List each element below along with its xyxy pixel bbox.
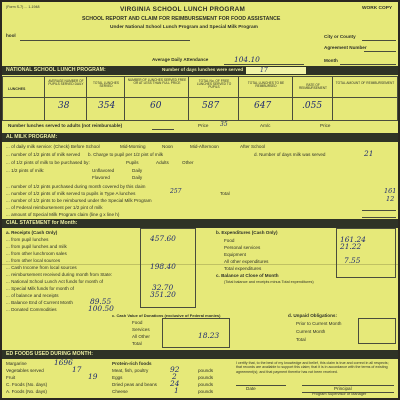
- milk-option-midmorning: Mid-Morning: [120, 144, 146, 149]
- receipt-line-10: ... Balance End of Current Month: [6, 300, 73, 305]
- milk-days-label: d. Number of days milk was served: [254, 152, 326, 157]
- unpaid-label: d. Unpaid Obligations:: [288, 313, 337, 318]
- receipt-line-11: ... Donated Commodities: [6, 307, 57, 312]
- unpaid-box: [358, 318, 396, 344]
- milk-purchase-pupils: Pupils: [126, 160, 139, 165]
- milk-type-daily-2: Daily: [132, 175, 143, 180]
- section-milk-title: AL MILK PROGRAM:: [6, 134, 58, 140]
- food-a: A. Foods (No. days): [6, 389, 47, 394]
- milk-line-a: ... of daily milk service: (Check) Before School: [6, 144, 100, 149]
- free-value: 587: [202, 101, 220, 111]
- work-copy-label: WORK COPY: [362, 6, 393, 11]
- days-served-label: Number of days lunches were served: [162, 67, 244, 72]
- avg-pupils-value: 38: [58, 101, 70, 111]
- col-divider: [292, 76, 293, 121]
- col-header-avg-pupils: AVERAGE NUMBER OF PUPILS SERVED DAILY: [48, 79, 84, 87]
- form-title: VIRGINIA SCHOOL LUNCH PROGRAM: [120, 6, 246, 13]
- food-c: C. Foods (No. days): [6, 382, 48, 387]
- milk-line-i: ... amount of Special Milk Program claim (line g x line h): [6, 212, 120, 217]
- food-value-1: 1696: [54, 358, 73, 367]
- milk-purchase-other: Other: [182, 160, 194, 165]
- milk-line-c: ... of 1/2 pints of milk to be purchased by:: [6, 160, 90, 165]
- receipt-value-3: 32.70: [152, 283, 174, 292]
- milk-option-afterschool: After School: [240, 144, 266, 149]
- expenditure-personal-value: 21.22: [340, 242, 362, 251]
- expenditure-total: Total expenditures: [224, 266, 262, 271]
- protein-unit-4: pounds: [198, 389, 214, 394]
- receipt-line-1: ... from pupil lunches: [6, 237, 49, 242]
- receipt-line-9: ... of balance and receipts: [6, 293, 59, 298]
- milk-type-flavored: Flavored: [92, 175, 110, 180]
- milk-line-f: ... number of 1/2 pints of milk served to pupils in Type A lunches: [6, 191, 136, 196]
- milk-line-e: ... number of 1/2 pints purchased during month covered by this claim: [6, 184, 146, 189]
- milk-right-value-1: 161: [384, 187, 397, 195]
- unpaid-prior: Prior to Current Month: [296, 321, 342, 326]
- protein-unit-3: pounds: [198, 382, 214, 387]
- section-financial-title: CIAL STATEMENT for Month:: [6, 220, 78, 226]
- receipt-line-7: ... National School Lunch Act funds for month of: [6, 279, 104, 284]
- milk-right-line: [362, 217, 396, 218]
- total-lunches-value: 354: [98, 101, 116, 111]
- donation-food: Food: [132, 320, 143, 325]
- city-county-label: City or County: [324, 34, 356, 39]
- col-divider: [238, 76, 239, 121]
- expenditure-food: Food: [224, 238, 235, 243]
- lunch-table-divider: [2, 97, 398, 98]
- receipt-value-2: 198.40: [150, 262, 176, 271]
- donated-commodities-value: 100.50: [88, 304, 114, 313]
- donation-total: Total: [132, 341, 142, 346]
- receipts-label: a. Receipts (Cash Only): [6, 230, 58, 235]
- protein-meat-value: 92: [170, 365, 180, 374]
- rate-value: .055: [302, 101, 323, 111]
- form-subtitle: SCHOOL REPORT AND CLAIM FOR REIMBURSEMENT FOR FOOD ASSISTANCE: [82, 16, 281, 22]
- col-divider: [44, 76, 45, 121]
- donation-box: [162, 318, 230, 348]
- certification-text: I certify that, to the best of my knowledge and belief, this claim is true and correct in all respects; that records are available to support this claim; that it is in accordance with the terms of existing agreement(s); and that payment therefor has not been received.: [236, 361, 389, 374]
- days-served-field: [246, 67, 306, 74]
- milk-line-g: ... number of 1/2 pints to be reimbursed under the Special Milk Program: [6, 198, 152, 203]
- milk-purchase-adults: Adults: [156, 160, 169, 165]
- protein-unit-2: pounds: [198, 375, 214, 380]
- section-lunch-program-title: NATIONAL SCHOOL LUNCH PROGRAM:: [6, 67, 106, 73]
- milk-type-unflavored: Unflavored: [92, 168, 115, 173]
- program-line: Under National School Lunch Program and Special Milk Program: [110, 25, 258, 30]
- principal-label: Principal: [334, 386, 352, 391]
- receipt-value-4: 351.20: [150, 290, 176, 299]
- expenditure-other: All other expenditures: [224, 259, 269, 264]
- adults-per-label: Am/c: [260, 123, 271, 128]
- date-line: [236, 385, 286, 386]
- date-label: Date: [246, 386, 256, 391]
- col-header-total-lunches: TOTAL LUNCHES SERVED: [93, 81, 119, 89]
- donation-other: All Other: [132, 334, 150, 339]
- school-label: hool: [6, 33, 16, 38]
- expenditure-equipment: Equipment: [224, 252, 246, 257]
- reimbursed-value: 647: [254, 101, 272, 111]
- adults-price-value: 35: [220, 121, 228, 128]
- col-header-free: TOTAL No. OF FREE LUNCHES SERVED TO PUPILS: [196, 79, 232, 90]
- expenditure-food-value: 161.24: [340, 235, 366, 244]
- form-number: (Form S-7) ... 1-1948: [6, 5, 40, 9]
- protein-peas: Dried peas and beans: [112, 382, 157, 387]
- receipt-line-2: ... from pupil lunches and milk: [6, 244, 67, 249]
- days-served-value: 17: [260, 67, 268, 74]
- section-foods-title: ED FOODS USED DURING MONTH:: [6, 351, 94, 357]
- expenditures-label: b. Expenditures (Cash Only): [216, 230, 278, 235]
- balance-close-note: (Total balance and receipts minus Total expenditures): [224, 280, 314, 284]
- col-header-reimbursed: TOTAL LUNCHES TO BE REIMBURSED: [247, 81, 285, 89]
- donation-services: Services: [132, 327, 150, 332]
- receipt-line-8: ... Special Milk funds for month of: [6, 286, 74, 291]
- milk-type-daily-1: Daily: [132, 168, 143, 173]
- unpaid-current: Current Month: [296, 329, 326, 334]
- col-header-rate: RATE OF REIMBURSEMENT: [299, 83, 327, 91]
- milk-line-d: ... 1/2 pints of milk:: [6, 168, 45, 173]
- adults-price2-label: Price: [320, 123, 331, 128]
- milk-right-line: [362, 210, 396, 211]
- agreement-line: [364, 51, 396, 52]
- receipt-line-3: ... from other lunchroom sales: [6, 251, 67, 256]
- col-divider: [188, 76, 189, 121]
- claim-form-sheet: [2, 2, 398, 398]
- section-milk-header: [2, 133, 398, 142]
- agreement-label: Agreement Number: [324, 45, 367, 50]
- milk-right-value-2: 12: [386, 195, 395, 203]
- avg-attendance-line: [224, 64, 304, 65]
- milk-total-label: Total: [220, 191, 230, 196]
- expenditure-other-value: 7.55: [344, 256, 361, 265]
- milk-line-h: ... of Federal reimbursement per 1/2 pint of milk: [6, 205, 103, 210]
- milk-days-value: 21: [364, 149, 374, 158]
- food-vegetables: Vegetables served: [6, 368, 44, 373]
- milk-line-b: ... number of 1/2 pints of milk served: [6, 152, 81, 157]
- month-line: [340, 64, 396, 65]
- protein-eggs-value: 2: [172, 372, 177, 381]
- milk-option-noon: Noon: [162, 144, 173, 149]
- receipt-value-1: 457.60: [150, 234, 176, 243]
- food-value-2: 17: [72, 365, 82, 374]
- school-line: [20, 40, 190, 41]
- col-header-amount: TOTAL AMOUNT OF REIMBURSEMENT: [335, 81, 395, 85]
- receipt-line-4: ... from other local sources: [6, 258, 61, 263]
- col-divider: [86, 76, 87, 121]
- milk-option-midafternoon: Mid-Afternoon: [190, 144, 219, 149]
- avg-attendance-label: Average Daily Attendance: [152, 57, 209, 62]
- balance-end-value: 89.55: [90, 297, 112, 306]
- col-header-lunches: LUNCHES: [8, 87, 26, 91]
- supervisor-label: Program Supervisor or Manager: [312, 392, 367, 396]
- city-county-line: [362, 40, 396, 41]
- protein-meat: Meat, fish, poultry: [112, 368, 149, 373]
- milk-type-a-value: 257: [170, 188, 182, 195]
- food-value-3: 19: [88, 372, 98, 381]
- receipt-line-5: ... Cash Income from local sources: [6, 265, 77, 270]
- donation-other-value: 18.23: [198, 331, 220, 340]
- cash-donations-label: c. Cash Value of Donations (exclusive of Federal monies): [112, 313, 221, 318]
- food-fruit: Fruit: [6, 375, 16, 380]
- adults-price-label: Price: [198, 123, 209, 128]
- balance-close-label: c. Balance at Close of Month: [216, 273, 279, 278]
- month-label: Month: [324, 58, 338, 63]
- reduced-value: 60: [150, 101, 162, 111]
- section-financial-header: [2, 219, 398, 228]
- avg-attendance-value: 104.10: [234, 55, 260, 64]
- col-divider: [332, 76, 333, 121]
- protein-label: Protein-rich foods: [112, 361, 152, 366]
- protein-eggs: Eggs: [112, 375, 123, 380]
- col-divider: [124, 76, 125, 121]
- protein-cheese-value: 1: [174, 386, 179, 395]
- food-margarine: Margarine: [6, 361, 27, 366]
- protein-peas-value: 24: [170, 379, 180, 388]
- adults-line: [152, 129, 174, 130]
- unpaid-total: Total: [296, 337, 306, 342]
- protein-cheese: Cheese: [112, 389, 128, 394]
- col-header-reduced: NUMBER OF LUNCHES SERVED FREE OR AT LESS THAN FULL PRICE: [127, 78, 187, 86]
- milk-charge-label: b. Charge to pupil per 1/2 pint of milk: [88, 152, 164, 157]
- expenditure-personal: Personal services: [224, 245, 261, 250]
- protein-unit-1: pounds: [198, 368, 214, 373]
- receipt-line-6: ... reimbursement received during month from State:: [6, 272, 113, 277]
- adults-label: Number lunches served to adults (not reimbursable): [8, 123, 123, 128]
